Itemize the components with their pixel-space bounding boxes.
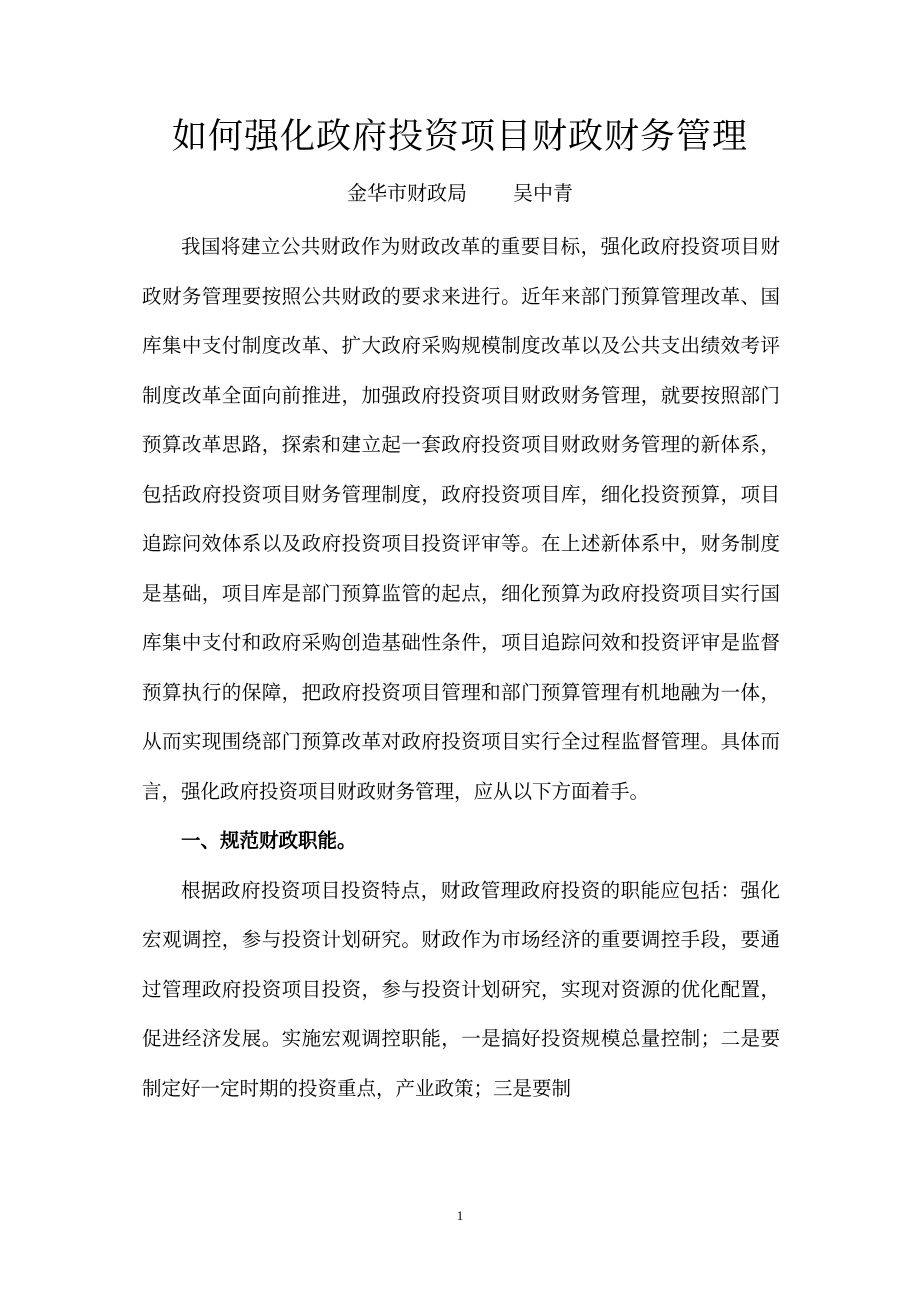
document-body xyxy=(142,222,780,1113)
author-byline xyxy=(0,175,920,211)
body-paragraph: 我国将建立公共财政作为财政改革的重要目标，强化政府投资项目财政财务管理要按照公共财政的要求来进行。近年来部门预算管理改革、国库集中支付制度改革、扩大政府采购规模制度改革以及公共支出绩效考评制度改革全面向前推进，加强政府投资项目财政财务管理，就要按照部门预算改革思路，探索和建立起一套政府投资项目财政财务管理的新体系，包括政府投资项目财务管理制度，政府投资项目库，细化投资预算，项目追踪问效体系以及政府投资项目投资评审等。在上述新体系中，财务制度是基础，项目库是部门预算监管的起点，细化预算为政府投资项目实行国库集中支付和政府采购创造基础性条件，项目追踪问效和投资评审是监督预算执行的保障，把政府投资项目管理和部门预算管理有机地融为一体，从而实现围绕部门预算改革对政府投资项目实行全过程监督管理。具体而言，强化政府投资项目财政财务管理，应从以下方面着手。 xyxy=(142,235,780,803)
section-heading: 一、规范财政职能。 xyxy=(181,829,357,852)
document-title: 如何强化政府投资项目财政财务管理 xyxy=(171,117,748,157)
author-organization: 金华市财政局 xyxy=(347,181,467,205)
body-paragraph: 根据政府投资项目投资特点，财政管理政府投资的职能应包括：强化宏观调控，参与投资计划研究。财政作为市场经济的重要调控手段，要通过管理政府投资项目投资，参与投资计划研究，实现对资源的优化配置，促进经济发展。实施宏观调控职能，一是搞好投资规模总量控制；二是要制定好一定时期的投资重点，产业政策；三是要制 xyxy=(142,878,780,1100)
page-number: 1 xyxy=(456,1208,464,1223)
author-name: 吴中青 xyxy=(513,181,573,205)
